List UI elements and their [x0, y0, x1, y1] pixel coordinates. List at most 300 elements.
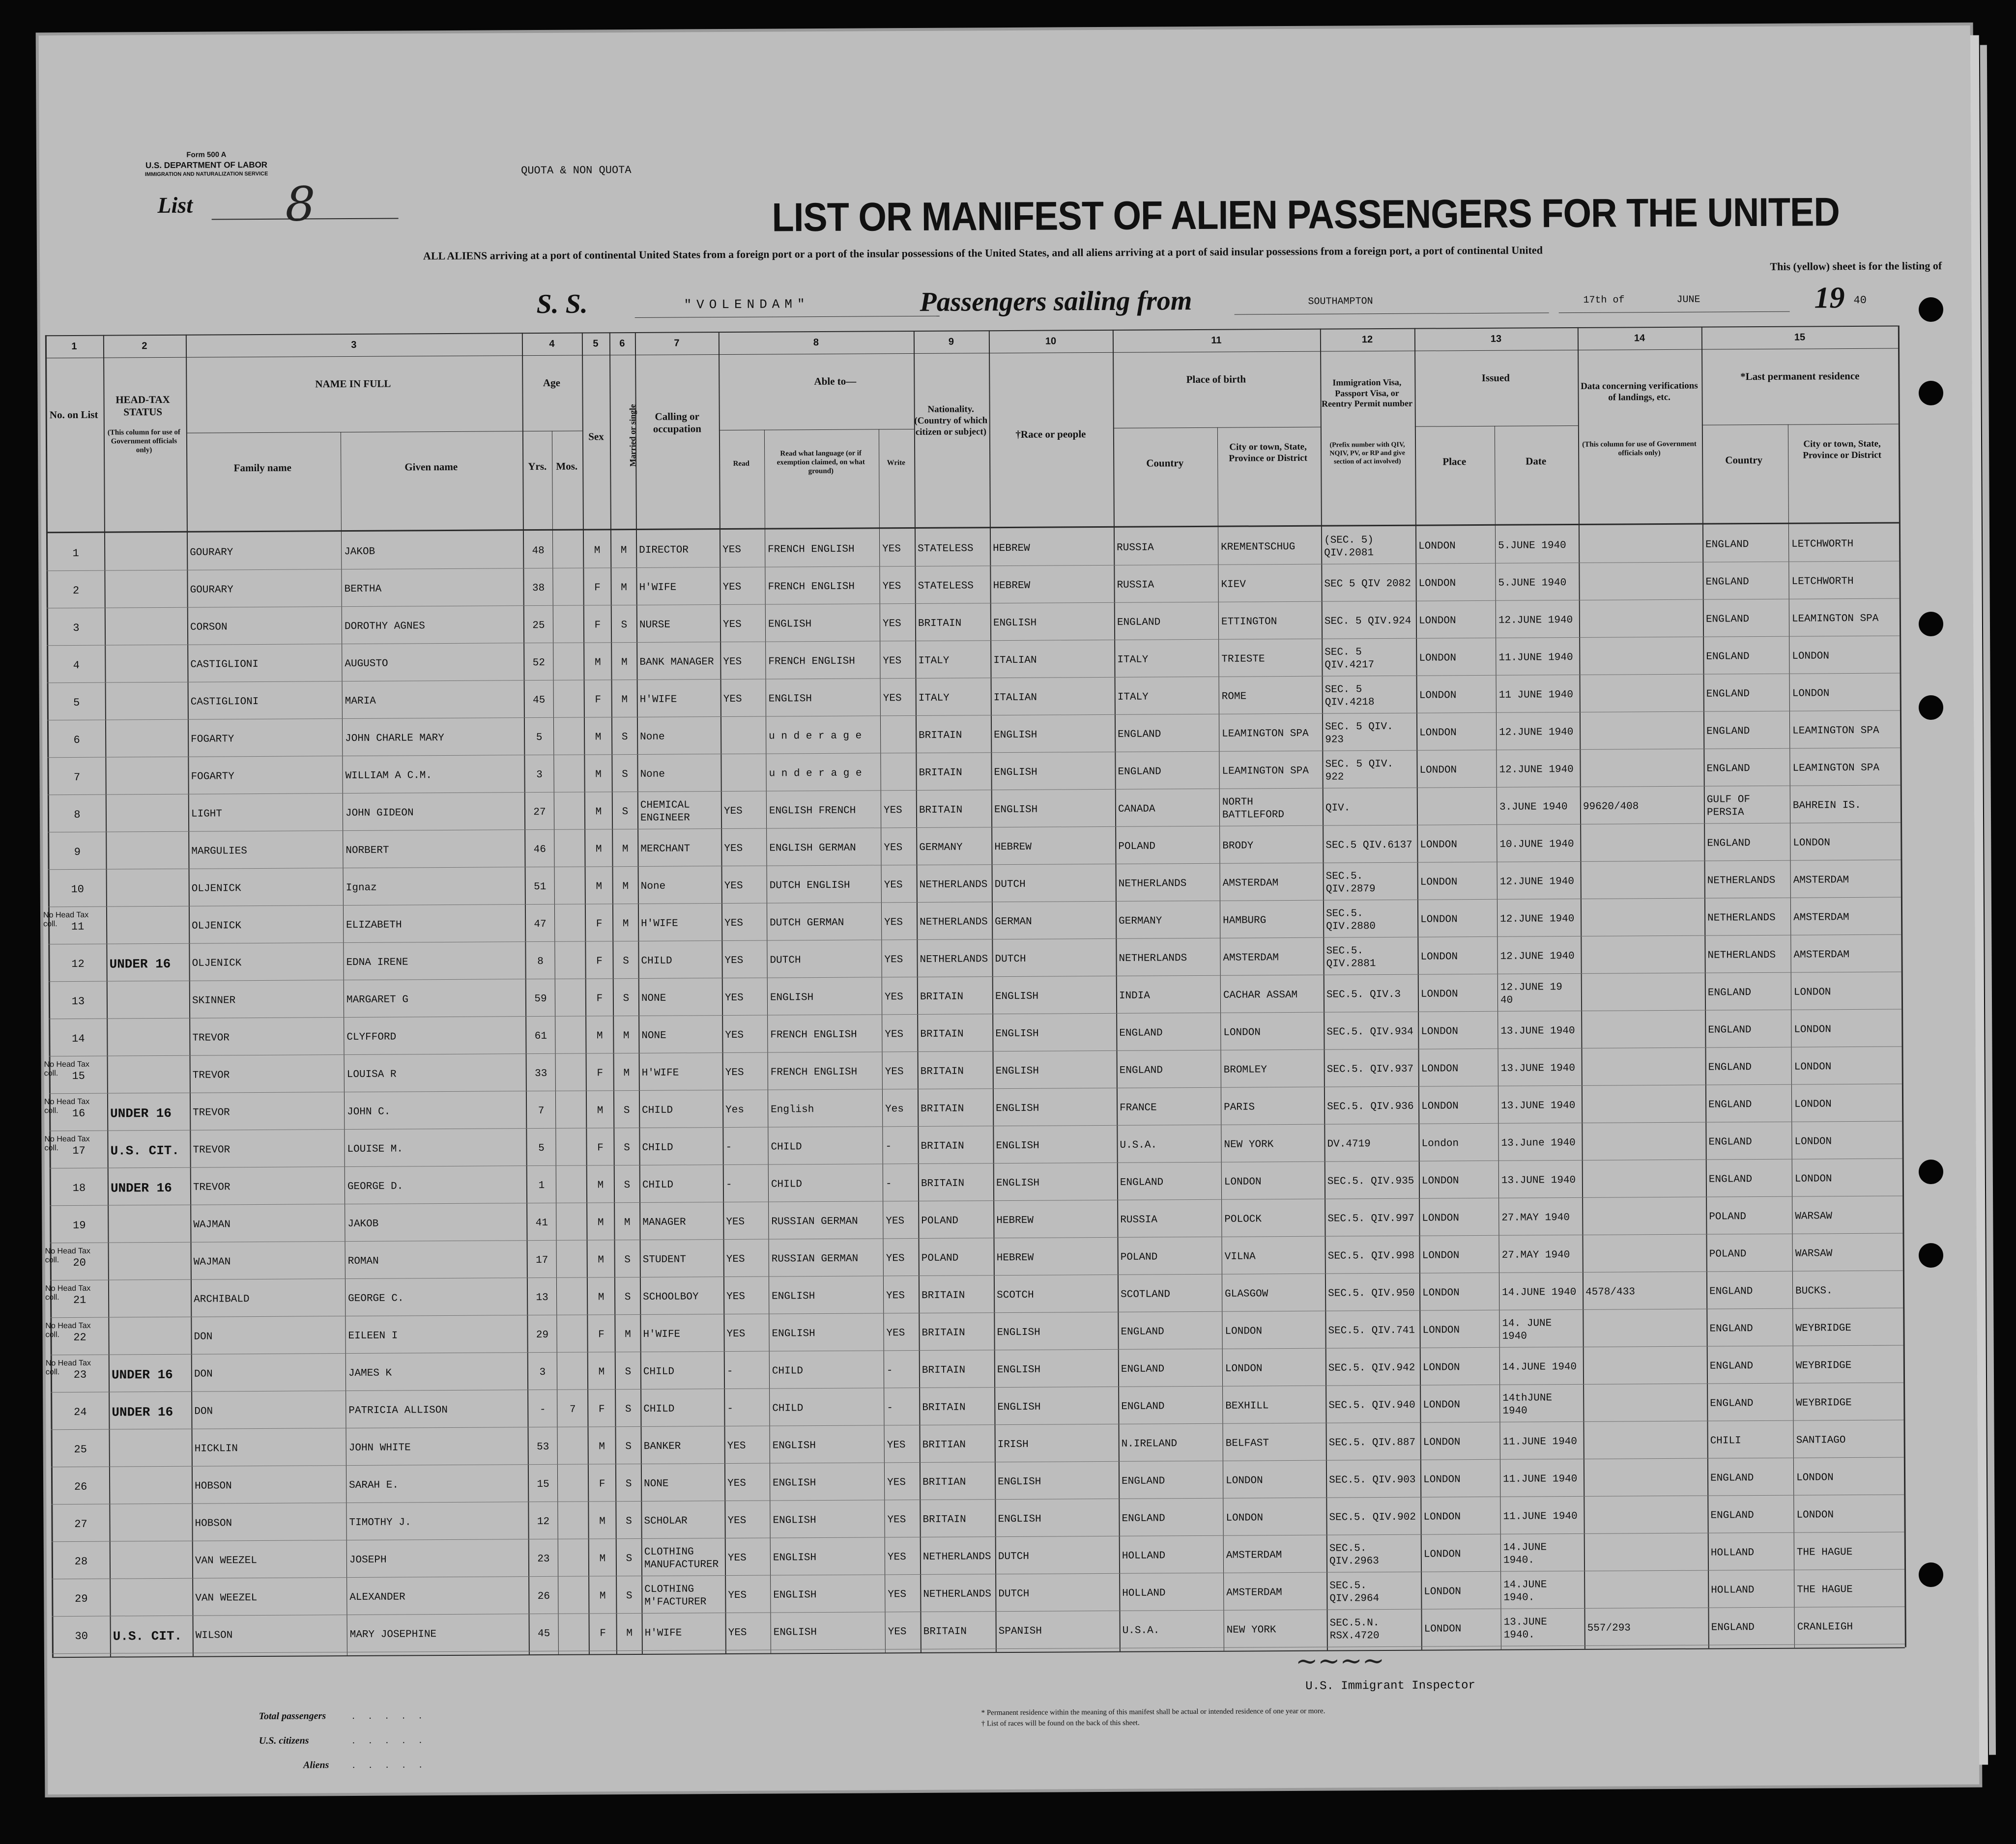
header-visa: Immigration Visa, Passport Visa, or Reentry Permit number: [1322, 377, 1413, 409]
cell-iplace: LONDON: [1420, 951, 1458, 963]
cell-iplace: LONDON: [1421, 1026, 1458, 1038]
cell-no: 9: [74, 846, 81, 858]
cell-yrs: 17: [536, 1254, 548, 1267]
cell-tax: UNDER 16: [111, 1367, 173, 1383]
cell-yrs: 45: [533, 694, 546, 707]
cell-family: CORSON: [190, 622, 228, 633]
inspector-label: U.S. Immigrant Inspector: [1305, 1679, 1476, 1693]
cell-bcity: LONDON: [1225, 1326, 1263, 1337]
cell-bcountry: U.S.A.: [1122, 1625, 1160, 1637]
cell-sex: F: [597, 1142, 604, 1154]
cell-ms: S: [624, 1142, 630, 1154]
cell-family: OLJENICK: [192, 958, 242, 969]
cell-ms: M: [625, 1329, 631, 1341]
cell-yrs: 5: [538, 1142, 545, 1155]
cell-verif: 4578/433: [1585, 1286, 1635, 1298]
cell-visa: SEC.5. QIV.741: [1328, 1325, 1415, 1337]
cell-given: LOUISA R: [346, 1069, 397, 1081]
cell-nat: POLAND: [921, 1252, 959, 1264]
cell-rcity: LEAMINGTON SPA: [1792, 725, 1879, 737]
cell-calling: None: [640, 731, 665, 743]
cell-iplace: LONDON: [1421, 1175, 1459, 1187]
cell-ms: S: [625, 1478, 632, 1490]
column-number: 1: [71, 340, 77, 352]
cell-visa: SEC.5. QIV.903: [1329, 1474, 1416, 1486]
cell-yrs: 8: [537, 956, 544, 968]
cell-lang: u n d e r a g e: [769, 767, 862, 780]
cell-write: YES: [885, 1066, 904, 1078]
cell-nat: NETHERLANDS: [923, 1589, 991, 1600]
cell-rcity: WEYBRIDGE: [1795, 1323, 1851, 1334]
header-residence: *Last permanent residence: [1740, 369, 1860, 383]
cell-race: ENGLISH: [995, 991, 1039, 1003]
cell-calling: CLOTHING M'FACTURER: [644, 1584, 707, 1608]
cell-yrs: 47: [534, 918, 547, 931]
cell-rcountry: ENGLAND: [1708, 1174, 1753, 1186]
cell-rcity: WARSAW: [1795, 1211, 1832, 1222]
cell-bcountry: ENGLAND: [1122, 1513, 1165, 1525]
cell-iplace: LONDON: [1423, 1549, 1461, 1560]
subheader-rule: [1702, 424, 1899, 426]
cell-idate: 13.JUNE 1940: [1500, 1062, 1575, 1075]
cell-calling: CHILD: [643, 1403, 675, 1415]
cell-nat: BRITAIN: [920, 1028, 964, 1040]
cell-lang: CHILD: [771, 1141, 802, 1153]
cell-family: CASTIGLIONI: [190, 658, 259, 671]
binder-hole: [1919, 1562, 1943, 1587]
cell-yrs: 25: [532, 620, 545, 632]
cell-rcountry: HOLLAND: [1711, 1585, 1755, 1596]
cell-lang: DUTCH ENGLISH: [769, 879, 850, 892]
cell-given: JOHN WHITE: [348, 1442, 411, 1454]
cell-tax: U.S. CIT.: [113, 1628, 182, 1644]
cell-verif: [1585, 1165, 1704, 1196]
cell-iplace: LONDON: [1420, 989, 1458, 1000]
cell-lang: ENGLISH FRENCH: [769, 805, 856, 817]
cell-family: HICKLIN: [194, 1443, 238, 1455]
cell-sex: F: [596, 956, 603, 967]
cell-family: CASTIGLIONI: [190, 696, 259, 708]
cell-sex: F: [599, 1478, 605, 1490]
cell-verif: [1582, 567, 1700, 598]
cell-rcountry: ENGLAND: [1710, 1473, 1754, 1484]
cell-mos: [556, 685, 582, 716]
cell-calling: CLOTHING MANUFACTURER: [644, 1546, 719, 1571]
inspector-signature: ~~~~: [1295, 1645, 1385, 1676]
dot-leader: . . . . .: [352, 1710, 428, 1722]
cell-read: YES: [722, 619, 742, 631]
cell-sex: M: [595, 844, 602, 855]
cell-given: GEORGE C.: [348, 1293, 404, 1305]
cell-rcountry: NETHERLANDS: [1707, 912, 1776, 924]
column-number: 6: [619, 338, 625, 349]
header-nationality: Nationality. (Country of which citizen or subject): [914, 404, 988, 437]
cell-family: OLJENICK: [191, 883, 241, 895]
cell-tax: [113, 1546, 190, 1577]
cell-visa: SEC.5. QIV.902: [1329, 1511, 1416, 1524]
cell-rcountry: ENGLAND: [1705, 614, 1750, 625]
cell-tax: UNDER 16: [110, 1106, 172, 1121]
cell-read: [723, 759, 764, 790]
cell-bcity: CACHAR ASSAM: [1223, 989, 1298, 1001]
cell-sex: M: [597, 1180, 604, 1192]
cell-bcity: KREMENTSCHUG: [1221, 541, 1296, 553]
cell-iplace: LONDON: [1421, 1063, 1459, 1075]
cell-given: PATRICIA ALLISON: [348, 1404, 448, 1417]
list-number: 8: [285, 176, 316, 232]
cell-nat: STATELESS: [918, 543, 974, 555]
cell-rcity: WEYBRIDGE: [1795, 1360, 1852, 1372]
cell-read: YES: [725, 1029, 744, 1042]
header-name-in-full: NAME IN FULL: [315, 377, 391, 390]
cell-rcountry: GULF OF PERSIA: [1706, 794, 1751, 819]
cell-race: ENGLISH: [994, 766, 1037, 779]
cell-tax: [110, 1061, 188, 1092]
cell-bcountry: CANADA: [1118, 803, 1155, 815]
cell-family: OLJENICK: [192, 920, 242, 932]
cell-calling: BANK MANAGER: [639, 656, 714, 668]
cell-write: YES: [882, 543, 901, 555]
cell-family: ARCHIBALD: [194, 1294, 250, 1305]
cell-nat: BRITIAN: [922, 1439, 966, 1451]
cell-bcountry: HOLLAND: [1122, 1588, 1166, 1599]
cell-no: 3: [73, 622, 80, 634]
header-birth-city: City or town, State, Province or District: [1229, 441, 1308, 464]
cell-verif: [1586, 1501, 1705, 1532]
header-head-tax: HEAD-TAX STATUS: [115, 393, 170, 418]
cell-write: YES: [887, 1477, 906, 1489]
cell-family: DON: [194, 1331, 213, 1343]
cell-verif: [1582, 530, 1700, 561]
cell-yrs: 13: [536, 1292, 548, 1304]
cell-given: JOHN C.: [347, 1106, 391, 1118]
cell-rcountry: ENGLAND: [1710, 1398, 1754, 1410]
cell-bcountry: INDIA: [1119, 990, 1150, 1002]
header-place-of-birth: Place of birth: [1186, 373, 1246, 386]
cell-calling: CHILD: [642, 1179, 673, 1191]
cell-race: DUTCH: [994, 879, 1026, 891]
cell-nat: BRITAIN: [921, 1178, 965, 1190]
column-number: 14: [1634, 333, 1645, 344]
cell-mos: [559, 1246, 585, 1276]
cell-given: TIMOTHY J.: [349, 1517, 411, 1529]
cell-write: YES: [884, 879, 903, 891]
cell-race: DUTCH: [998, 1588, 1030, 1600]
cell-no: 16: [72, 1107, 86, 1120]
cell-bcountry: POLAND: [1120, 1251, 1158, 1263]
cell-sex: M: [594, 657, 601, 669]
header-calling: Calling or occupation: [653, 410, 701, 435]
cell-calling: SCHOOLBOY: [643, 1291, 699, 1303]
no-head-tax-note: No Head Tax coll.: [45, 1284, 91, 1302]
header-head-tax-note: (This column for use of Government officials only): [107, 428, 180, 454]
cell-no: 24: [74, 1406, 87, 1418]
cell-calling: NONE: [641, 993, 666, 1004]
cell-yrs: 29: [536, 1329, 549, 1341]
cell-tax: [111, 1285, 189, 1316]
cell-given: MARIA: [345, 695, 376, 708]
cell-idate: 27.MAY 1940: [1501, 1212, 1570, 1224]
manifest-sheet: [39, 26, 1980, 1795]
cell-visa: SEC.5. QIV.937: [1326, 1063, 1414, 1076]
cell-tax: [112, 1472, 190, 1503]
cell-mos: [559, 1171, 584, 1201]
cell-bcity: LONDON: [1225, 1363, 1263, 1375]
cell-lang: ENGLISH: [773, 1477, 816, 1489]
aliens-label: Aliens: [303, 1759, 329, 1771]
cell-family: WAJMAN: [193, 1219, 231, 1231]
cell-iplace: LONDON: [1422, 1287, 1460, 1299]
cell-bcity: VILNA: [1224, 1251, 1256, 1263]
cell-lang: DUTCH: [770, 955, 801, 966]
cell-read: YES: [724, 843, 743, 855]
cell-rcity: LONDON: [1794, 1136, 1832, 1148]
header-birth-country: Country: [1146, 457, 1184, 469]
cell-visa: SEC. 5 QIV. 922: [1325, 758, 1394, 783]
cell-nat: BRITAIN: [921, 1103, 964, 1115]
cell-yrs: 48: [532, 545, 545, 557]
cell-race: ENGLISH: [997, 1364, 1041, 1376]
cell-bcity: LONDON: [1226, 1512, 1264, 1524]
cell-family: TREVOR: [192, 1070, 230, 1081]
cell-tax: [111, 1210, 188, 1241]
cell-given: CLYFFORD: [346, 1031, 397, 1044]
cell-given: EILEEN I: [348, 1330, 398, 1342]
cell-race: DUTCH: [995, 953, 1026, 965]
cell-iplace: London: [1421, 1138, 1459, 1150]
cell-race: HEBREW: [993, 542, 1030, 555]
cell-tax: [111, 1248, 189, 1278]
cell-verif: [1584, 1016, 1703, 1047]
cell-verif: [1584, 866, 1702, 897]
ship-underline: [635, 316, 940, 318]
cell-rcity: LEAMINGTON SPA: [1792, 762, 1880, 774]
cell-race: SPANISH: [998, 1625, 1042, 1638]
cell-lang: u n d e r a g e: [769, 730, 862, 742]
cell-ms: S: [625, 1441, 632, 1453]
ship-name: "VOLENDAM": [684, 297, 810, 312]
cell-mos: [558, 984, 583, 1015]
cell-visa: DV.4719: [1327, 1138, 1371, 1150]
cell-bcity: NEW YORK: [1224, 1139, 1274, 1151]
cell-bcountry: NETHERLANDS: [1119, 953, 1187, 965]
cell-read: YES: [728, 1589, 747, 1602]
cell-sex: M: [597, 1217, 604, 1229]
cell-rcity: LONDON: [1794, 1024, 1831, 1036]
cell-bcity: LONDON: [1224, 1176, 1262, 1188]
header-issued: Issued: [1481, 371, 1510, 384]
cell-bcountry: FRANCE: [1120, 1102, 1157, 1114]
cell-mos: [556, 760, 582, 791]
cell-iplace: LONDON: [1419, 727, 1457, 739]
cell-sex: M: [599, 1441, 605, 1453]
cell-yrs: 45: [538, 1628, 550, 1640]
binder-hole: [1919, 297, 1943, 322]
cell-mos: [561, 1619, 587, 1649]
cell-tax: [109, 837, 186, 868]
cell-visa: SEC.5 QIV.6137: [1325, 839, 1412, 851]
cell-visa: SEC.5. QIV.2881: [1326, 945, 1376, 970]
cell-iplace: LONDON: [1419, 690, 1457, 702]
cell-bcountry: N.IRELAND: [1121, 1438, 1178, 1450]
cell-visa: SEC.5. QIV.942: [1328, 1362, 1415, 1374]
cell-rcountry: NETHERLANDS: [1707, 949, 1776, 962]
cell-nat: BRITAIN: [922, 1327, 965, 1339]
cell-visa: SEC 5 QIV 2082: [1324, 578, 1411, 590]
cell-tax: [109, 911, 187, 942]
cell-yrs: 15: [537, 1478, 549, 1491]
cell-lang: DUTCH GERMAN: [770, 917, 844, 929]
cell-nat: POLAND: [921, 1215, 958, 1227]
cell-iplace: LONDON: [1422, 1250, 1460, 1262]
cell-race: ENGLISH: [994, 729, 1037, 741]
cell-sex: F: [596, 993, 603, 1005]
cell-tax: [110, 1023, 187, 1054]
cell-idate: 11.JUNE 1940: [1503, 1473, 1578, 1485]
cell-calling: CHILD: [642, 1105, 673, 1116]
cell-bcity: HAMBURG: [1223, 915, 1267, 927]
cell-no: 29: [75, 1592, 88, 1605]
cell-rcountry: ENGLAND: [1708, 1062, 1752, 1074]
cell-visa: SEC.5. QIV.2879: [1325, 871, 1376, 895]
cell-visa: SEC.5. QIV.936: [1327, 1101, 1414, 1113]
cell-verif: [1584, 941, 1702, 972]
column-number: 3: [351, 339, 357, 350]
cell-idate: 12.JUNE 1940: [1500, 913, 1575, 925]
no-head-tax-note: No Head Tax coll.: [43, 910, 89, 929]
cell-bcity: NORTH BATTLEFORD: [1222, 796, 1285, 821]
cell-no: 13: [71, 995, 85, 1008]
cell-tax: [112, 1509, 190, 1540]
cell-bcity: BELFAST: [1225, 1438, 1269, 1449]
cell-read: Yes: [725, 1104, 744, 1116]
cell-ms: S: [626, 1516, 632, 1528]
cell-tax: U.S. CIT.: [110, 1143, 180, 1159]
cell-read: -: [725, 1141, 732, 1154]
cell-visa: SEC.5. QIV.2880: [1325, 908, 1376, 933]
cell-idate: 11.JUNE 1940: [1498, 652, 1573, 664]
cell-given: GEORGE D.: [347, 1181, 403, 1193]
header-sex: Sex: [588, 430, 604, 443]
header-verifications: Data concerning verifications of landings, etc.: [1581, 380, 1698, 403]
cell-rcity: BUCKS.: [1795, 1285, 1833, 1297]
cell-read: YES: [727, 1440, 746, 1452]
cell-rcity: LONDON: [1794, 1173, 1832, 1185]
ss-label: S. S.: [536, 288, 588, 320]
cell-no: 11: [71, 920, 85, 933]
cell-visa: SEC.5. QIV.3: [1326, 989, 1401, 1001]
cell-lang: RUSSIAN GERMAN: [771, 1253, 859, 1265]
cell-tax: [112, 1434, 190, 1465]
cell-idate: 14.JUNE 1940: [1502, 1361, 1577, 1373]
cell-bcity: AMSTERDAM: [1226, 1587, 1282, 1599]
cell-nat: BRITAIN: [922, 1402, 966, 1414]
cell-calling: None: [640, 880, 666, 892]
cell-sex: M: [598, 1254, 605, 1266]
cell-rcountry: ENGLAND: [1708, 1024, 1752, 1036]
cell-sex: F: [594, 582, 601, 594]
cell-tax: [113, 1584, 190, 1615]
cell-calling: CHEMICAL ENGINEER: [640, 799, 690, 824]
cell-rcountry: ENGLAND: [1705, 576, 1749, 588]
cell-rcity: WEYBRIDGE: [1796, 1397, 1852, 1409]
cell-write: YES: [884, 992, 903, 1003]
cell-verif: [1583, 829, 1702, 860]
cell-given: MARY JOSEPHINE: [349, 1629, 437, 1641]
cell-write: YES: [886, 1216, 905, 1227]
cell-calling: H'WIFE: [644, 1627, 682, 1639]
cell-rcountry: ENGLAND: [1706, 763, 1750, 775]
cell-ms: M: [624, 1217, 631, 1229]
cell-rcity: LONDON: [1796, 1472, 1834, 1484]
date-underline: [1559, 312, 1790, 313]
cell-lang: ENGLISH: [773, 1589, 817, 1601]
cell-write: YES: [888, 1626, 907, 1638]
cell-bcountry: ITALY: [1117, 654, 1149, 666]
cell-lang: CHILD: [772, 1365, 803, 1377]
cell-idate: 14.JUNE 1940: [1502, 1286, 1577, 1299]
no-head-tax-note: No Head Tax coll.: [45, 1359, 91, 1377]
cell-iplace: LONDON: [1422, 1325, 1460, 1336]
cell-bcountry: ENGLAND: [1119, 1027, 1163, 1039]
cell-ms: S: [623, 1105, 630, 1117]
cell-nat: ITALY: [918, 692, 950, 704]
cell-iplace: LONDON: [1420, 914, 1458, 926]
cell-no: 10: [71, 883, 85, 896]
cell-idate: 27.MAY 1940: [1501, 1249, 1570, 1261]
cell-sex: F: [596, 918, 603, 930]
cell-idate: 12.JUNE 1940: [1499, 876, 1575, 888]
cell-iplace: LONDON: [1424, 1623, 1462, 1635]
port-underline: [1235, 312, 1549, 314]
header-verifications-note: (This column for use of Government officials only): [1582, 440, 1697, 457]
departure-port: SOUTHAMPTON: [1308, 296, 1373, 308]
cell-lang: ENGLISH: [768, 619, 812, 630]
cell-given: AUGUSTO: [345, 658, 388, 670]
header-visa-note: (Prefix number with QIV, NQIV, PV, or RP and give section of act involved): [1329, 441, 1405, 466]
cell-rcountry: ENGLAND: [1708, 1136, 1752, 1148]
cell-write: YES: [887, 1552, 906, 1563]
cell-bcity: ETTINGTON: [1221, 616, 1277, 628]
cell-read: YES: [724, 880, 743, 892]
cell-no: 7: [73, 771, 81, 784]
cell-rcountry: ENGLAND: [1709, 1323, 1753, 1335]
cell-tax: UNDER 16: [110, 1180, 172, 1196]
cell-mos: [559, 1283, 585, 1313]
cell-read: -: [725, 1179, 732, 1191]
cell-verif: 557/293: [1587, 1622, 1631, 1634]
form-number: Form 500 A: [186, 150, 227, 159]
cell-race: ENGLISH: [995, 1028, 1039, 1040]
cell-mos: [558, 1096, 584, 1127]
cell-sex: M: [596, 1030, 603, 1042]
cell-rcity: LONDON: [1794, 1061, 1832, 1073]
year-prefix: 19: [1814, 281, 1845, 315]
cell-lang: ENGLISH: [772, 1291, 815, 1303]
cell-rcountry: POLAND: [1709, 1248, 1747, 1260]
cell-rcountry: POLAND: [1709, 1211, 1746, 1223]
cell-bcountry: ITALY: [1117, 691, 1149, 703]
cell-idate: 13.JUNE 1940: [1501, 1174, 1576, 1187]
cell-given: ALEXANDER: [349, 1591, 405, 1604]
cell-bcity: GLASGOW: [1225, 1288, 1268, 1300]
cell-nat: BRITAIN: [923, 1626, 967, 1638]
sailing-label: Passengers sailing from: [920, 285, 1192, 317]
header-given-name: Given name: [404, 460, 458, 473]
cell-bcountry: ENGLAND: [1121, 1363, 1165, 1375]
cell-lang: FRENCH ENGLISH: [768, 655, 855, 668]
cell-sex: M: [599, 1553, 606, 1565]
